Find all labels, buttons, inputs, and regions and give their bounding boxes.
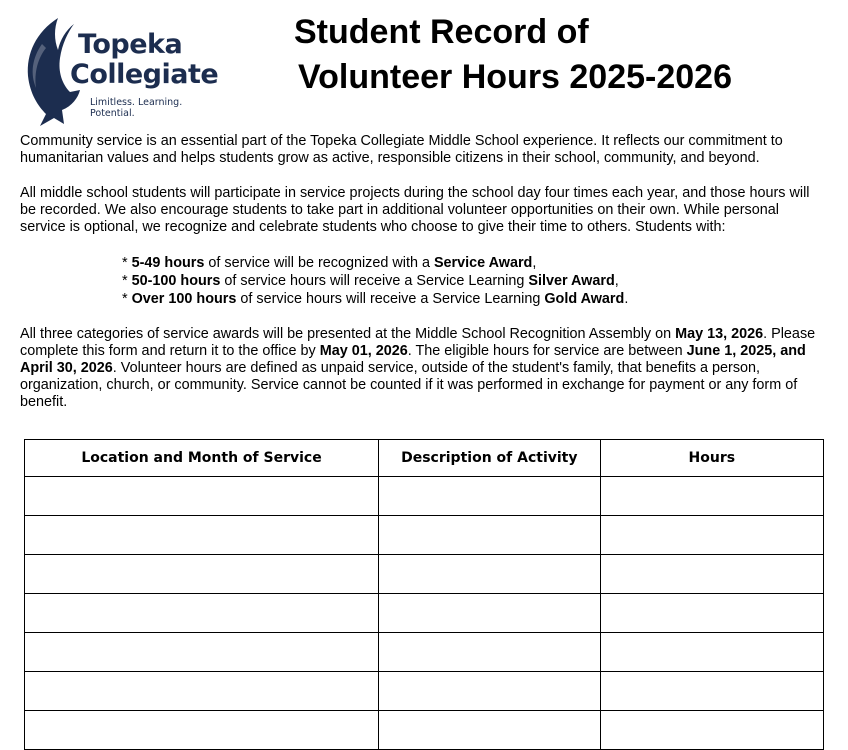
column-header-hours: Hours [600,440,823,477]
location-cell[interactable] [25,594,379,633]
table-row [25,594,824,633]
table-row [25,672,824,711]
award-levels-list [122,254,828,308]
intro-paragraph-2: All middle school students will participate in service projects during the school day four times each year, and those hours will be recorded. We also encourage students to take part in additional volunteer opportunities on their own. While personal service is optional, we recognize and celebrate students who choose to give their time to others. Students with: [20,185,810,235]
table-row [25,711,824,750]
location-cell[interactable] [25,477,379,516]
logo-tagline: Limitless. Learning. Potential. [90,97,183,119]
description-cell[interactable] [379,516,601,555]
location-cell[interactable] [25,516,379,555]
hours-cell[interactable] [600,672,823,711]
hours-cell[interactable] [600,555,823,594]
table-header-row [25,440,824,477]
closing-paragraph: All three categories of service awards will be presented at the Middle School Recognition Assembly on May 13, 2026. Please complete this form and return it to the office by May 01, 2026. The eligible hours for service are between June 1, 2025, and April 30, 2026. Volunteer hours are defined as unpaid service, outside of the student's family, that benefits a person, organization, church, or community. Service cannot be counted if it was performed in exchange for payment or any form of benefit. [20,326,816,410]
logo-line2: Collegiate [70,59,219,90]
location-cell[interactable] [25,633,379,672]
table-row [25,555,824,594]
description-cell[interactable] [379,594,601,633]
page-title [294,10,732,100]
title-line2: Volunteer Hours 2025-2026 [298,58,732,96]
column-header-location: Location and Month of Service [25,440,379,477]
title-line1: Student Record of [294,13,589,51]
school-logo [18,14,218,130]
description-cell[interactable] [379,555,601,594]
hours-cell[interactable] [600,594,823,633]
table-row [25,633,824,672]
column-header-description: Description of Activity [379,440,601,477]
location-cell[interactable] [25,672,379,711]
description-cell[interactable] [379,633,601,672]
award-item: * Over 100 hours of service hours will receive a Service Learning Gold Award. [122,291,629,307]
table-row [25,477,824,516]
location-cell[interactable] [25,711,379,750]
table-row [25,516,824,555]
volunteer-hours-table [24,439,824,750]
hours-cell[interactable] [600,711,823,750]
logo-line1: Topeka [78,29,183,60]
award-item: * 5-49 hours of service will be recognized with a Service Award, [122,255,537,271]
intro-paragraph-1: Community service is an essential part of the Topeka Collegiate Middle School experience. It reflects our commitment to humanitarian values and helps students grow as active, responsible citizens in their school, community, and beyond. [20,133,783,166]
hours-cell[interactable] [600,633,823,672]
description-cell[interactable] [379,477,601,516]
hours-cell[interactable] [600,477,823,516]
award-item: * 50-100 hours of service hours will receive a Service Learning Silver Award, [122,273,619,289]
location-cell[interactable] [25,555,379,594]
description-cell[interactable] [379,672,601,711]
hours-cell[interactable] [600,516,823,555]
document-body [20,133,828,429]
description-cell[interactable] [379,711,601,750]
